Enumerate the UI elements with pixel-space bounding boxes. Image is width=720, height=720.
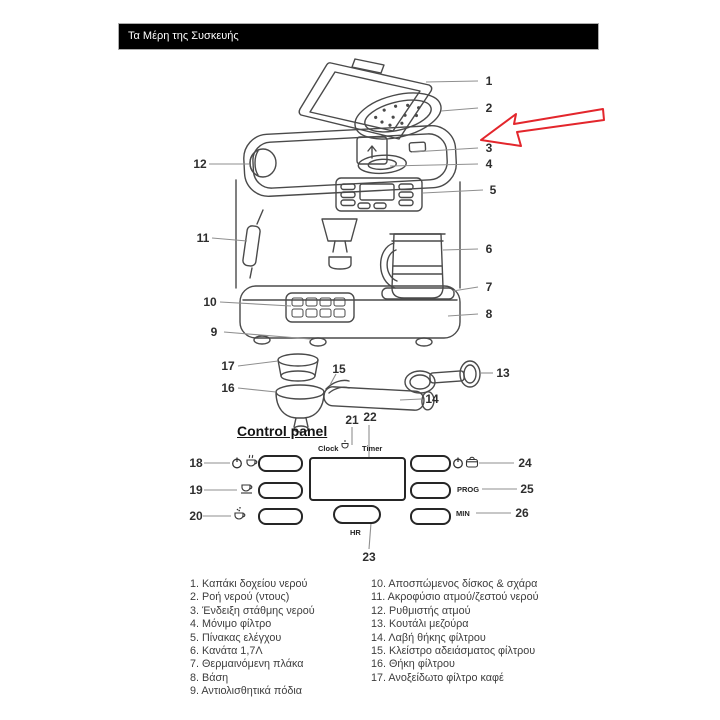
part-number-22: 22 [363, 410, 377, 424]
part-number-1: 1 [485, 74, 493, 88]
red-arrow-annotation [481, 109, 604, 146]
small-cup-icon [340, 439, 350, 450]
min-button [410, 508, 451, 525]
part-number-16: 16 [221, 381, 235, 395]
part-number-19: 19 [189, 483, 203, 497]
parts-list-right [371, 578, 539, 685]
part-number-24: 24 [518, 456, 532, 470]
display-screen [309, 457, 406, 501]
tank-opening [243, 124, 458, 197]
part-number-15: 15 [332, 362, 346, 376]
part-number-21: 21 [345, 413, 359, 427]
water-level-indicator [409, 142, 425, 152]
part-number-4: 4 [485, 157, 493, 171]
part-number-25: 25 [520, 482, 534, 496]
steam-cup-icon [233, 506, 247, 521]
part-number-8: 8 [485, 307, 493, 321]
list-item: 10. Αποσπώμενος δίσκος & σχάρα [371, 578, 538, 590]
prog-button [410, 482, 451, 499]
panel-button-24 [410, 455, 451, 472]
list-item: 3. Ένδειξη στάθμης νερού [190, 604, 315, 617]
part-number-5: 5 [489, 183, 497, 197]
panel-button-18 [258, 455, 303, 472]
list-item: 8. Βάση [190, 671, 229, 684]
parts-list-left [190, 578, 315, 699]
brew-head [322, 219, 357, 269]
hr-label: HR [350, 528, 361, 537]
steam-knob [250, 149, 276, 177]
power-icon [452, 457, 464, 469]
part-number-12: 12 [193, 157, 207, 171]
part-number-9: 9 [210, 325, 218, 339]
part-number-2: 2 [485, 101, 493, 115]
list-item: 16. Θήκη φίλτρου [371, 658, 455, 671]
part-number-23: 23 [362, 550, 376, 564]
list-item: 13. Κουτάλι μεζούρα [371, 618, 469, 631]
list-item: 14. Λαβή θήκης φίλτρου [371, 631, 486, 644]
part-number-17: 17 [221, 359, 235, 373]
measuring-spoon [405, 361, 480, 393]
espresso-cup-icon [240, 482, 254, 495]
list-item: 11. Ακροφύσιο ατμού/ζεστού νερού [371, 591, 539, 604]
list-item: 4. Μόνιμο φίλτρο [190, 618, 272, 631]
min-label: MIN [456, 509, 470, 518]
part-number-7: 7 [485, 280, 493, 294]
clock-label: Clock [318, 444, 339, 453]
steaming-cup-icon [245, 453, 259, 468]
list-item: 7. Θερμαινόμενη πλάκα [190, 658, 304, 671]
list-item: 2. Ροή νερού (ντους) [190, 591, 290, 604]
kettle-icon [465, 456, 479, 469]
list-item: 5. Πίνακας ελέγχου [190, 631, 282, 644]
panel-button-20 [258, 508, 303, 525]
timer-label: Timer [362, 444, 383, 453]
part-number-3: 3 [485, 141, 493, 155]
power-icon [231, 457, 243, 469]
part-number-20: 20 [189, 509, 203, 523]
coffee-filter-basket [278, 354, 318, 381]
list-item: 15. Κλείστρο αδειάσματος φίλτρου [371, 645, 536, 658]
section-title: Τα Μέρη της Συσκευής [128, 30, 239, 42]
hr-button [333, 505, 381, 524]
part-number-14: 14 [425, 392, 439, 406]
control-panel-title: Control panel [237, 423, 328, 439]
list-item: 17. Ανοξείδωτο φίλτρο καφέ [371, 671, 504, 684]
part-number-10: 10 [203, 295, 217, 309]
list-item: 6. Κανάτα 1,7Λ [190, 645, 263, 658]
prog-label: PROG [457, 485, 480, 494]
list-item: 12. Ρυθμιστής ατμού [371, 604, 471, 617]
part-number-13: 13 [496, 366, 510, 380]
part-number-18: 18 [189, 456, 203, 470]
drip-tray [286, 293, 354, 322]
steam-wand [242, 210, 263, 278]
part-number-11: 11 [196, 231, 210, 245]
panel-button-19 [258, 482, 303, 499]
part-number-6: 6 [485, 242, 493, 256]
list-item: 1. Καπάκι δοχείου νερού [190, 578, 308, 590]
list-item: 9. Αντιολισθητικά πόδια [190, 685, 303, 698]
part-number-26: 26 [515, 506, 529, 520]
